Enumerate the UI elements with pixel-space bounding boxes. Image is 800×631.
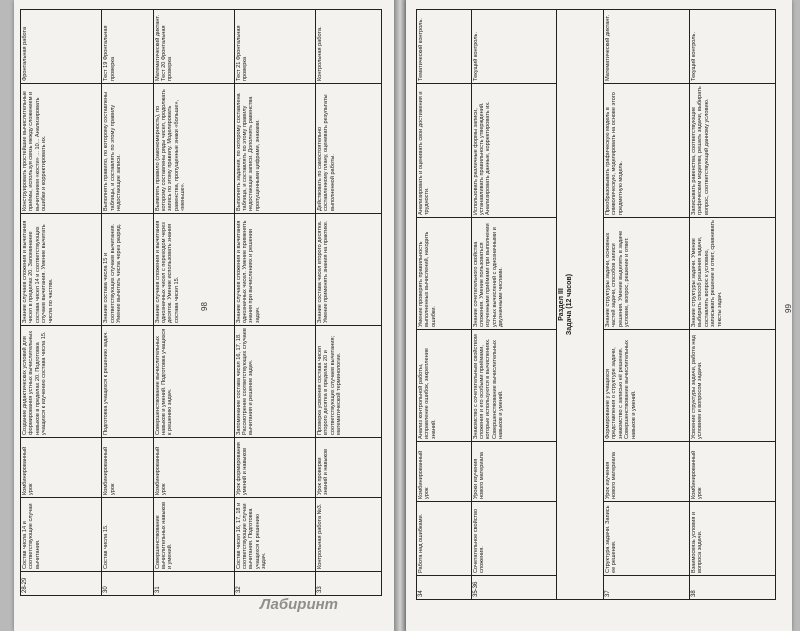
lesson-actions: Анализировать и оценивать свои достижения и трудности. [417,84,472,218]
book-gutter [394,0,406,631]
lesson-knowledge: Знание состава числа 15 и соответствующих случаев вычитания. Умение вычитать числа через разряд. [102,214,153,326]
right-page [406,0,792,631]
lesson-activity: Знакомство с сочетательным свойством сложения и его особыми приёмами, которые используются в вычислениях. Совершенствование вычислительных навыков и умений. [471,330,557,442]
lesson-type: Комбинированный урок [690,442,776,502]
lesson-control: Фронтальная работа [21,10,102,84]
lesson-knowledge: Умение проверять правильность выполненных вычислений, находить ошибки. [417,218,472,330]
lesson-topic: Взаимосвязь условия и вопроса задачи. [690,502,776,576]
section-row [557,10,604,600]
lesson-knowledge: Знание сочетательного свойства сложения. Умение пользоваться изученными приёмами при выполнении устных вычислений с однозначными и двузначными числами. [471,218,557,330]
lesson-knowledge: Знание случаев сложения и вычитания однозначных чисел с переходом через десяток. Умение использовать знания состава чисел 15. [153,214,234,326]
lesson-actions: Выполнять задания, по которому составлена таблица, и составлять по этому правилу недостающие записи. Дополнять равенства пропущенными цифрами, знаками. [234,84,315,214]
row-number: 33 [315,572,381,596]
table-row [153,10,234,596]
lesson-type: Комбинированный урок [153,438,234,498]
row-number: 30 [102,572,153,596]
lesson-actions: Выявлять правило (закономерность), по которому составлены ряды чисел, продолжать запись по этому правилу. Моделировать равенства, пропущенные знаки «больше», «меньше». [153,84,234,214]
lesson-knowledge: Знание структуры задачи, основных частей задачи, способов записи решения. Умение выделять в задаче условие, вопрос, решение и ответ. [604,218,690,330]
lesson-type: Комбинированный урок [102,438,153,498]
lesson-knowledge: Знание структуры задачи. Умение выбирать способ решения задачи, составлять вопрос к условию, записывать решение и ответ, сравнивать тексты задач. [690,218,776,330]
lesson-topic: Работа над ошибками. [417,502,472,576]
table-row [21,10,102,596]
lesson-control: Тест 21 Фронтальная проверка [234,10,315,84]
lesson-topic: Структура задачи. Запись ее решения. [604,502,690,576]
table-row [471,10,557,600]
section-heading [557,10,604,600]
lesson-activity: Усвоение структуры задачи, работа над условием и вопросом задачи. [690,330,776,442]
table-row [604,10,690,600]
lesson-activity: Проверка усвоения состава чисел второго десятка в пределах 20 и соответствующих случаев вычитания; математической терминологии. [315,326,381,438]
row-number: 31 [153,572,234,596]
right-page-table-area [416,10,776,600]
lesson-topic: Состав числа 15. [102,498,153,572]
lesson-activity: Создание дидактических условий для формирования устных вычислительных навыков в пределах 20. Подготовка учащихся к изучению состава числа 15. [21,326,102,438]
lesson-actions: Использовать различные формы записи, устанавливать правильность утверждений. Анализировать данные, корректировать их. [471,84,557,218]
page-number: 98 [199,302,209,311]
lesson-actions: Действовать по самостоятельно составленному плану, оценивать результаты выполненной работы. [315,84,381,214]
lesson-activity: Формирование у учащихся представления о структуре задачи, знакомство с записью её решения. Совершенствование вычислительных навыков и умений. [604,330,690,442]
lesson-activity: Подготовка учащихся к решению задач. [102,326,153,438]
row-number: 38 [690,576,776,600]
lesson-control: Математический диктант. [604,10,690,84]
table-row [234,10,315,596]
lesson-control: Тест 19 Фронтальная проверка [102,10,153,84]
lesson-control: Текущий контроль. [690,10,776,84]
row-number: 34 [417,576,472,600]
lesson-topic: Состав чисел 16, 17, 18 и соответствующие случаи вычитания. Подготовка учащихся к решению задач. [234,498,315,572]
lesson-knowledge: Знание случаев сложения и вычитания однозначных чисел. Умение применять знания при вычислениях и решении задач. [234,214,315,326]
lesson-actions: Записывать равенства, соответствующие графическим моделям, решать задачи, выбирать вопрос, соответствующий данному условию. [690,84,776,218]
watermark-text: Лабиринт [260,596,339,613]
lesson-topic: Совершенствование вычислительных навыков и умений. [153,498,234,572]
lesson-control: Текущий контроль. [471,10,557,84]
lesson-topic: Сочетательное свойство сложения. [471,502,557,576]
right-thematic-plan-table [416,9,776,600]
section-title: Раздел III [558,288,566,321]
lesson-topic: Контрольная работа №3. [315,498,381,572]
table-row [102,10,153,596]
table-row [690,10,776,600]
lesson-actions: Конструировать простейшие вычислительные приёмы, используя связь между сложением и вычитанием «кости» ... 10... Анализировать ошибки и корректировать их. [21,84,102,214]
lesson-type: Комбинированный урок [417,442,472,502]
lesson-activity: Запоминание состава чисел 16, 17, 18. Рассмотрение соответствующих случаев вычитания и решение задач. [234,326,315,438]
row-number: 28-29 [21,572,102,596]
lesson-type: Урок проверки знаний и навыков [315,438,381,498]
watermark-logo [260,596,338,613]
left-page [14,0,394,631]
lesson-type: Урок изучения нового материала [604,442,690,502]
lesson-actions: Выполнять правило, по которому составлены таблицы, и составлять по этому правилу недостающие записи. [102,84,153,214]
lesson-activity: Совершенствование вычислительных навыков и умений. Подготовка учащихся к решению задач. [153,326,234,438]
table-row [315,10,381,596]
lesson-actions: Преобразовывать графическую модель в символическую, моделировать на основе этого предметную модель. [604,84,690,218]
lesson-control: Математический диктант. Тест 20 Фронтальная проверка [153,10,234,84]
section-subtitle: Задача (12 часов) [566,273,574,336]
page-number: 99 [783,304,793,313]
lesson-control: Тематический контроль. [417,10,472,84]
lesson-type: Урок формирования умений и навыков [234,438,315,498]
lesson-knowledge: Знание состава чисел второго десятка. Умение применять знания на практике. [315,214,381,326]
row-number: 35-36 [471,576,557,600]
lesson-type: Уроки изучения нового материала [471,442,557,502]
lesson-activity: Анализ контрольной работы, исправление ошибок, закрепление знаний. [417,330,472,442]
lesson-knowledge: Знание случаев сложения и вычитания чисел в пределах 20. Запоминание состава чисел 14 и соответствующих случаев вычитания. Умение вычитать числа по частям. [21,214,102,326]
table-row [417,10,472,600]
lesson-type: Комбинированный урок [21,438,102,498]
row-number: 32 [234,572,315,596]
lesson-control: Контрольная работа. [315,10,381,84]
lesson-topic: Состав числа 14 и соответствующие случаи вычитания. [21,498,102,572]
row-number: 37 [604,576,690,600]
